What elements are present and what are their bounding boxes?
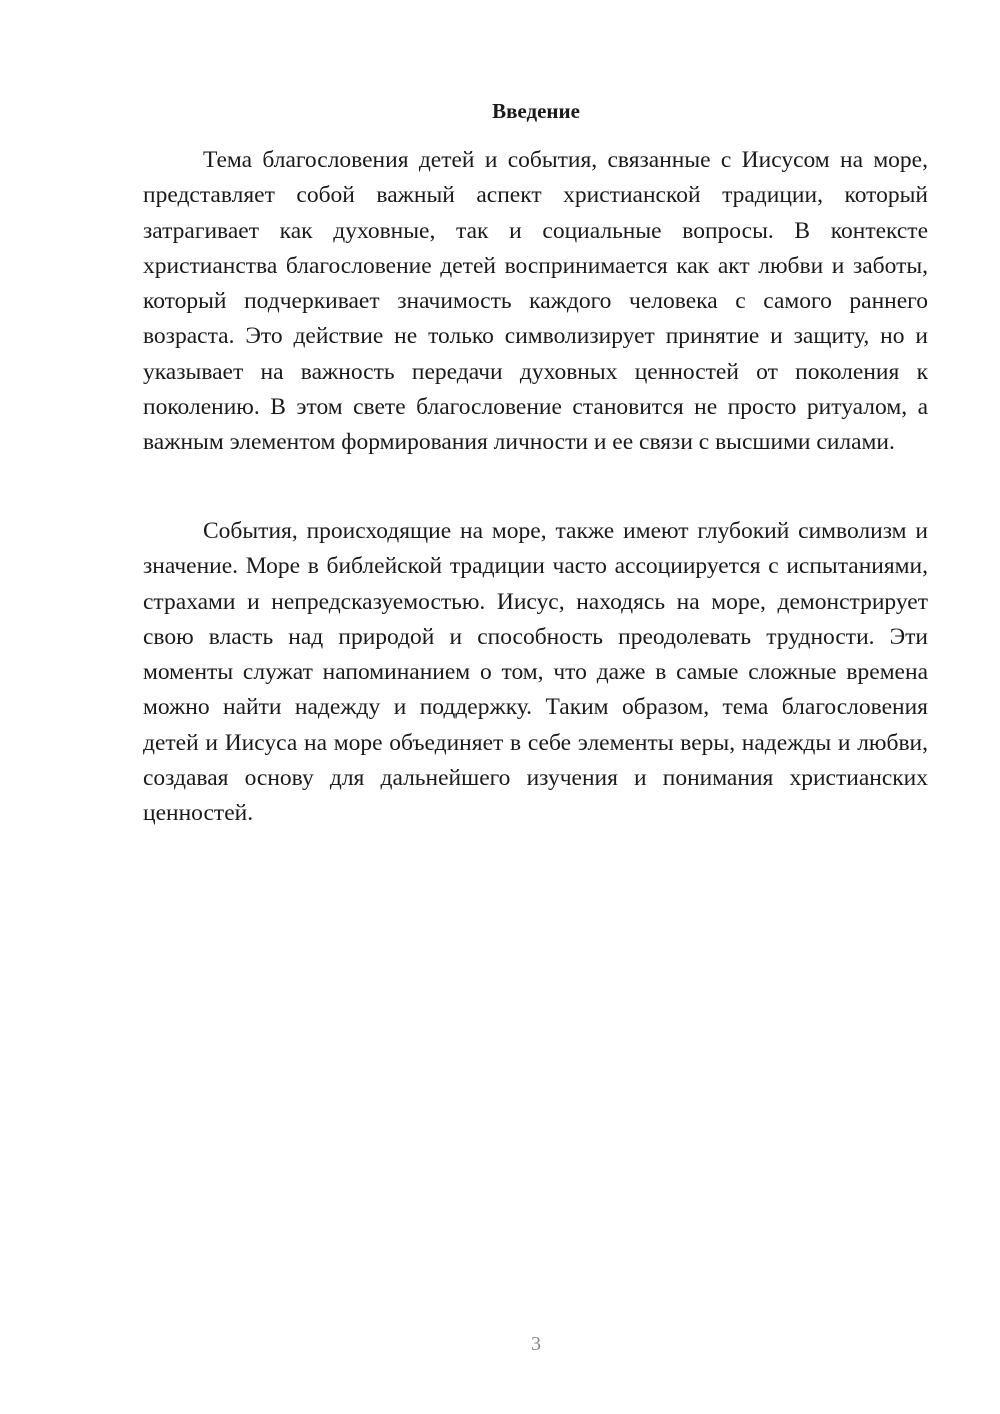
paragraph-1: Тема благословения детей и события, связанные с Иисусом на море, представляет собой важный аспект христианской традиции, который затрагивает как духовные, так и социальные вопросы. В контексте христианства благословение детей воспринимается как акт любви и заботы, который подчеркивает значимость каждого человека с самого раннего возраста. Это действие не только символизирует принятие и защиту, но и указывает на важность передачи духовных ценностей от поколения к поколению. В этом свете благословение становится не просто ритуалом, а важным элементом формирования личности и ее связи с высшими силами.	[143, 147, 928, 456]
section-heading: Введение	[492, 99, 580, 123]
page-number: 3	[531, 1333, 541, 1355]
paragraph-2: События, происходящие на море, также имеют глубокий символизм и значение. Море в библейской традиции часто ассоциируется с испытаниями, страхами и непредсказуемостью. Иисус, находясь на море, демонстрирует свою власть над природой и способность преодолевать трудности. Эти моменты служат напоминанием о том, что даже в самые сложные времена можно найти надежду и поддержку. Таким образом, тема благословения детей и Иисуса на море объединяет в себе элементы веры, надежды и любви, создавая основу для дальнейшего изучения и понимания христианских ценностей.	[143, 518, 928, 827]
